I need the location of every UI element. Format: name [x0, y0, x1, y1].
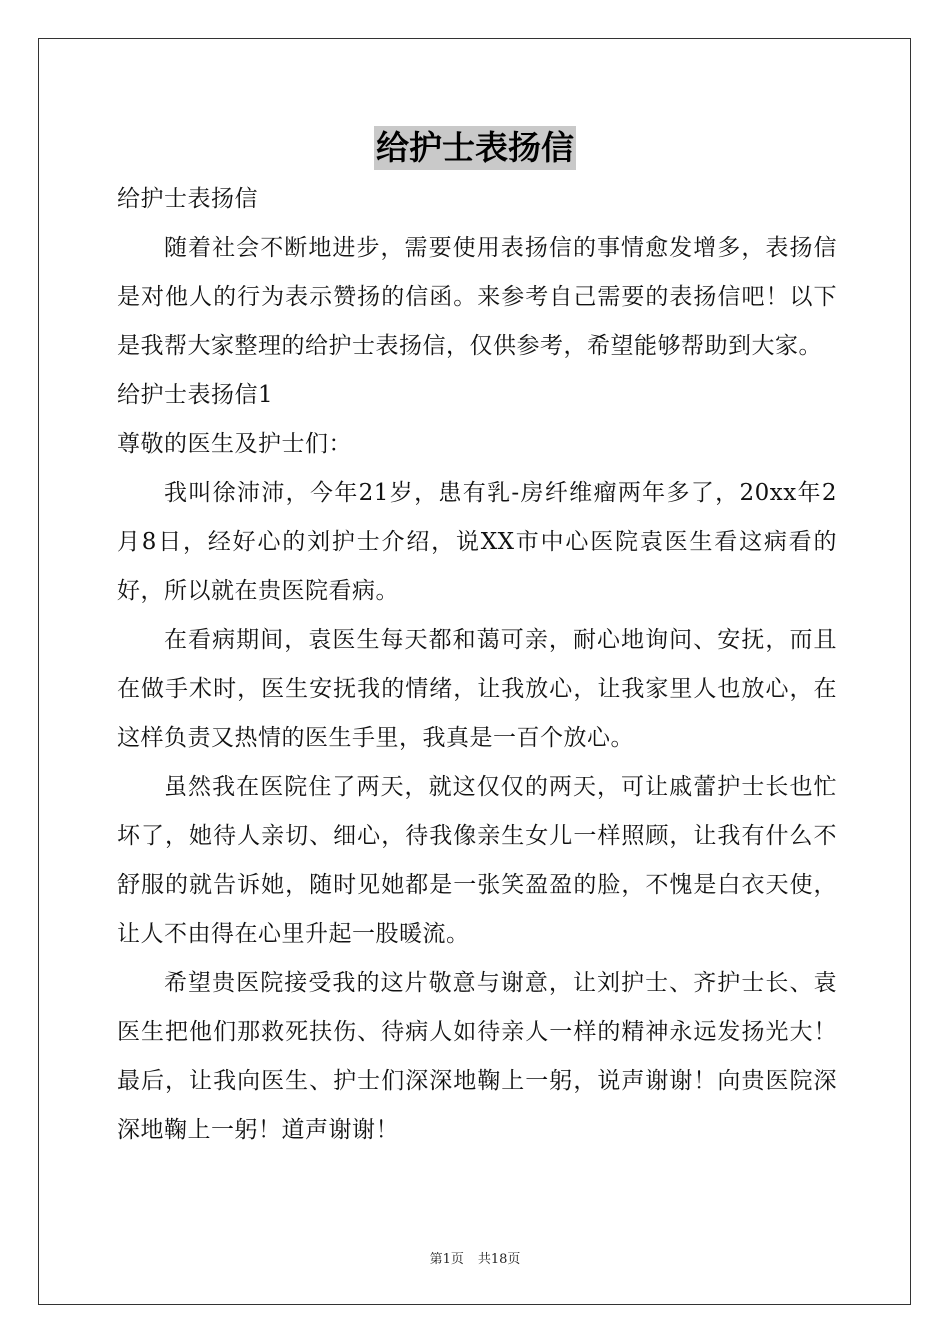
text-line: 是对他人的行为表示赞扬的信函。来参考自己需要的表扬信吧！以下 — [117, 284, 837, 310]
text-line: 最后，让我向医生、护士们深深地鞠上一躬，说声谢谢！向贵医院深 — [117, 1068, 837, 1094]
text-line: 虽然我在医院住了两天，就这仅仅的两天，可让戚蕾护士长也忙 — [164, 774, 837, 800]
page-footer — [0, 1248, 950, 1267]
text-line: 给护士表扬信 — [117, 186, 258, 212]
page-number: 第1页 — [429, 1252, 464, 1267]
text-line: 舒服的就告诉她，随时见她都是一张笑盈盈的脸，不愧是白衣天使， — [117, 872, 837, 898]
text-line: 希望贵医院接受我的这片敬意与谢意，让刘护士、齐护士长、袁 — [164, 970, 837, 996]
text-line: 坏了，她待人亲切、细心，待我像亲生女儿一样照顾，让我有什么不 — [117, 823, 837, 849]
text-line: 尊敬的医生及护士们： — [117, 431, 352, 457]
text-line: 深地鞠上一躬！道声谢谢！ — [117, 1117, 399, 1143]
document-body — [117, 175, 837, 1155]
text-line: 医生把他们那救死扶伤、待病人如待亲人一样的精神永远发扬光大！ — [117, 1019, 837, 1045]
total-pages: 共18页 — [477, 1252, 521, 1267]
text-line: 给护士表扬信1 — [117, 382, 274, 408]
text-line: 好，所以就在贵医院看病。 — [117, 578, 399, 604]
text-line: 是我帮大家整理的给护士表扬信，仅供参考，希望能够帮助到大家。 — [117, 333, 822, 359]
text-line: 在看病期间，袁医生每天都和蔼可亲，耐心地询问、安抚，而且 — [164, 627, 837, 653]
text-line: 让人不由得在心里升起一股暖流。 — [117, 921, 470, 947]
text-line: 月8日，经好心的刘护士介绍，说XX市中心医院袁医生看这病看的 — [117, 529, 837, 555]
text-line: 在做手术时，医生安抚我的情绪，让我放心，让我家里人也放心，在 — [117, 676, 837, 702]
text-line: 随着社会不断地进步，需要使用表扬信的事情愈发增多，表扬信 — [164, 235, 837, 261]
text-line: 我叫徐沛沛，今年21岁，患有乳-房纤维瘤两年多了，20xx年2 — [164, 480, 837, 506]
text-line: 这样负责又热情的医生手里，我真是一百个放心。 — [117, 725, 634, 751]
document-title: 给护士表扬信 — [374, 126, 576, 170]
title-wrap — [0, 126, 950, 170]
